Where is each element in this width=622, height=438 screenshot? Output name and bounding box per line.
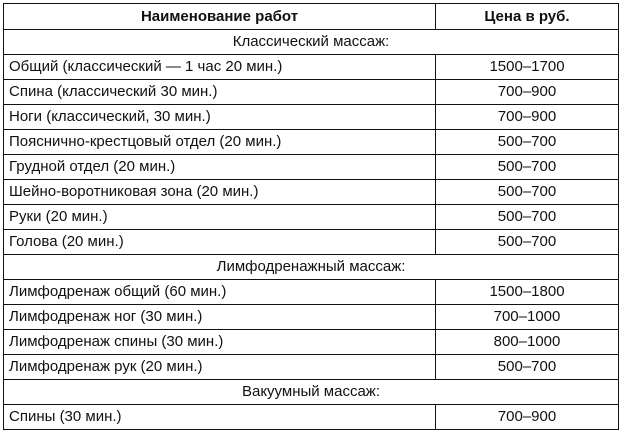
table-row [4, 180, 619, 205]
table-row [4, 230, 619, 255]
service-name: Лимфодренаж общий (60 мин.) [4, 280, 436, 305]
service-price: 500–700 [436, 205, 619, 230]
service-price: 1500–1700 [436, 55, 619, 80]
header-price: Цена в руб. [436, 4, 619, 30]
table-row [4, 80, 619, 105]
table-row [4, 280, 619, 305]
service-name: Шейно-воротниковая зона (20 мин.) [4, 180, 436, 205]
service-name: Спины (30 мин.) [4, 405, 436, 430]
service-price: 700–900 [436, 80, 619, 105]
section-row [4, 30, 619, 55]
service-name: Голова (20 мин.) [4, 230, 436, 255]
table-row [4, 405, 619, 430]
service-price: 700–900 [436, 405, 619, 430]
service-price: 500–700 [436, 130, 619, 155]
table-row [4, 330, 619, 355]
service-name: Лимфодренаж ног (30 мин.) [4, 305, 436, 330]
section-title: Вакуумный массаж: [4, 380, 619, 405]
table-row [4, 155, 619, 180]
service-name: Ноги (классический, 30 мин.) [4, 105, 436, 130]
service-price: 700–900 [436, 105, 619, 130]
service-name: Руки (20 мин.) [4, 205, 436, 230]
table-row [4, 55, 619, 80]
section-row [4, 255, 619, 280]
section-title: Классический массаж: [4, 30, 619, 55]
service-name: Спина (классический 30 мин.) [4, 80, 436, 105]
service-name: Грудной отдел (20 мин.) [4, 155, 436, 180]
service-price: 700–1000 [436, 305, 619, 330]
service-price: 500–700 [436, 230, 619, 255]
table-row [4, 355, 619, 380]
table-row [4, 105, 619, 130]
table-row [4, 205, 619, 230]
header-name: Наименование работ [4, 4, 436, 30]
section-title: Лимфодренажный массаж: [4, 255, 619, 280]
service-name: Общий (классический — 1 час 20 мин.) [4, 55, 436, 80]
service-name: Пояснично-крестцовый отдел (20 мин.) [4, 130, 436, 155]
price-table [3, 3, 619, 430]
service-price: 500–700 [436, 155, 619, 180]
service-price: 1500–1800 [436, 280, 619, 305]
service-name: Лимфодренаж спины (30 мин.) [4, 330, 436, 355]
header-row [4, 4, 619, 30]
section-row [4, 380, 619, 405]
table-row [4, 130, 619, 155]
service-name: Лимфодренаж рук (20 мин.) [4, 355, 436, 380]
service-price: 500–700 [436, 180, 619, 205]
service-price: 800–1000 [436, 330, 619, 355]
service-price: 500–700 [436, 355, 619, 380]
table-row [4, 305, 619, 330]
